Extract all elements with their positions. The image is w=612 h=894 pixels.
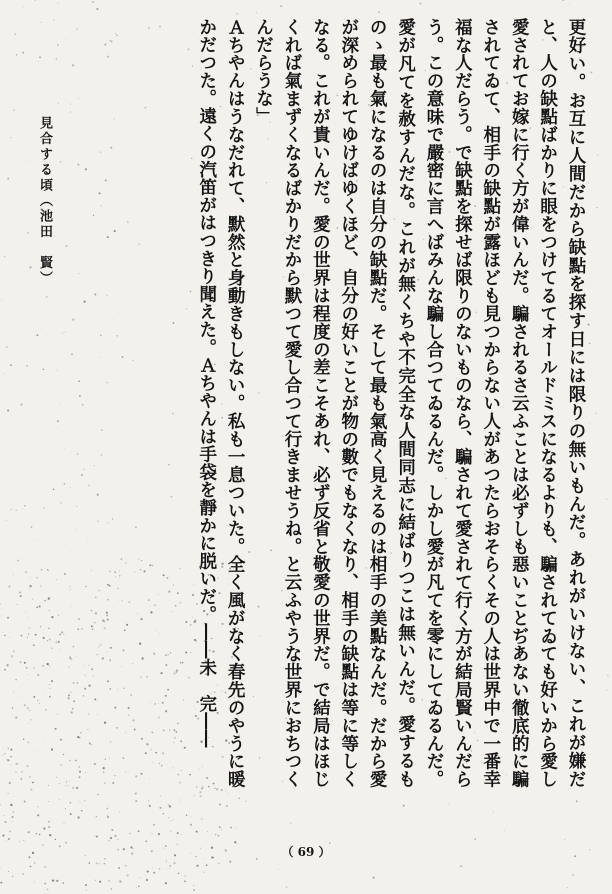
paragraph-dialogue: 更好い。お互に人間だから缺點を探す日には限りの無いもんだ。あれがいけない、これが嫌だと、人の缺點ばかりに眼をつけてるてオールドミスになるよりも、騙されてゐても好いから愛し愛されてお嫁に行く方が偉いんだ。騙されるさ云ふことは必ずしも惡いことぢあない徹底的に騙されてゐて、相手の缺點が露ほども見つからない人があつたらおそらくその人は世界中で一番幸福な人だらう。で缺點を探せば限りのないものなら、騙されて愛されて行く方が結局賢いんだらう。この意味で嚴密に言へばみんな騙し合つてゐるんだ。しかし愛が凡てを零にしてゐるんだ。愛が凡てを赦すんだな。これが無くちや不完全な人間同志に結ばりつこは無いんだ。愛するものゝ最も氣になるのは自分の缺點だ。そして最も氣高く見えるのは相手の美點なんだ。だから愛が深められてゆけばゆくほど、自分の好いことが物の數でもなくなり、相手の缺點は等に等しくなる。これが貴いんだ。愛の世界は程度の差こそあれ、必ず反省と敬愛の世界だ。で結局はほじくれば氣まずくなるばかりだから默つて愛し合つて行きませうね。と云ふやうな世界におちつくんだらうな」	[253, 18, 586, 788]
paragraph-narration: Ａちやんはうなだれて、默然と身動きもしない。私も一息ついた。全く風がなく春先のやうに暖かだつた。遠くの汽笛がはつきり聞えた。Ａちやんは手袋を靜かに脱いだ。――未 完――	[196, 18, 246, 788]
page-number: （ 69 ）	[281, 845, 331, 859]
running-head: 見合する頃（池田 賢）	[37, 116, 52, 287]
body-text	[192, 18, 590, 788]
